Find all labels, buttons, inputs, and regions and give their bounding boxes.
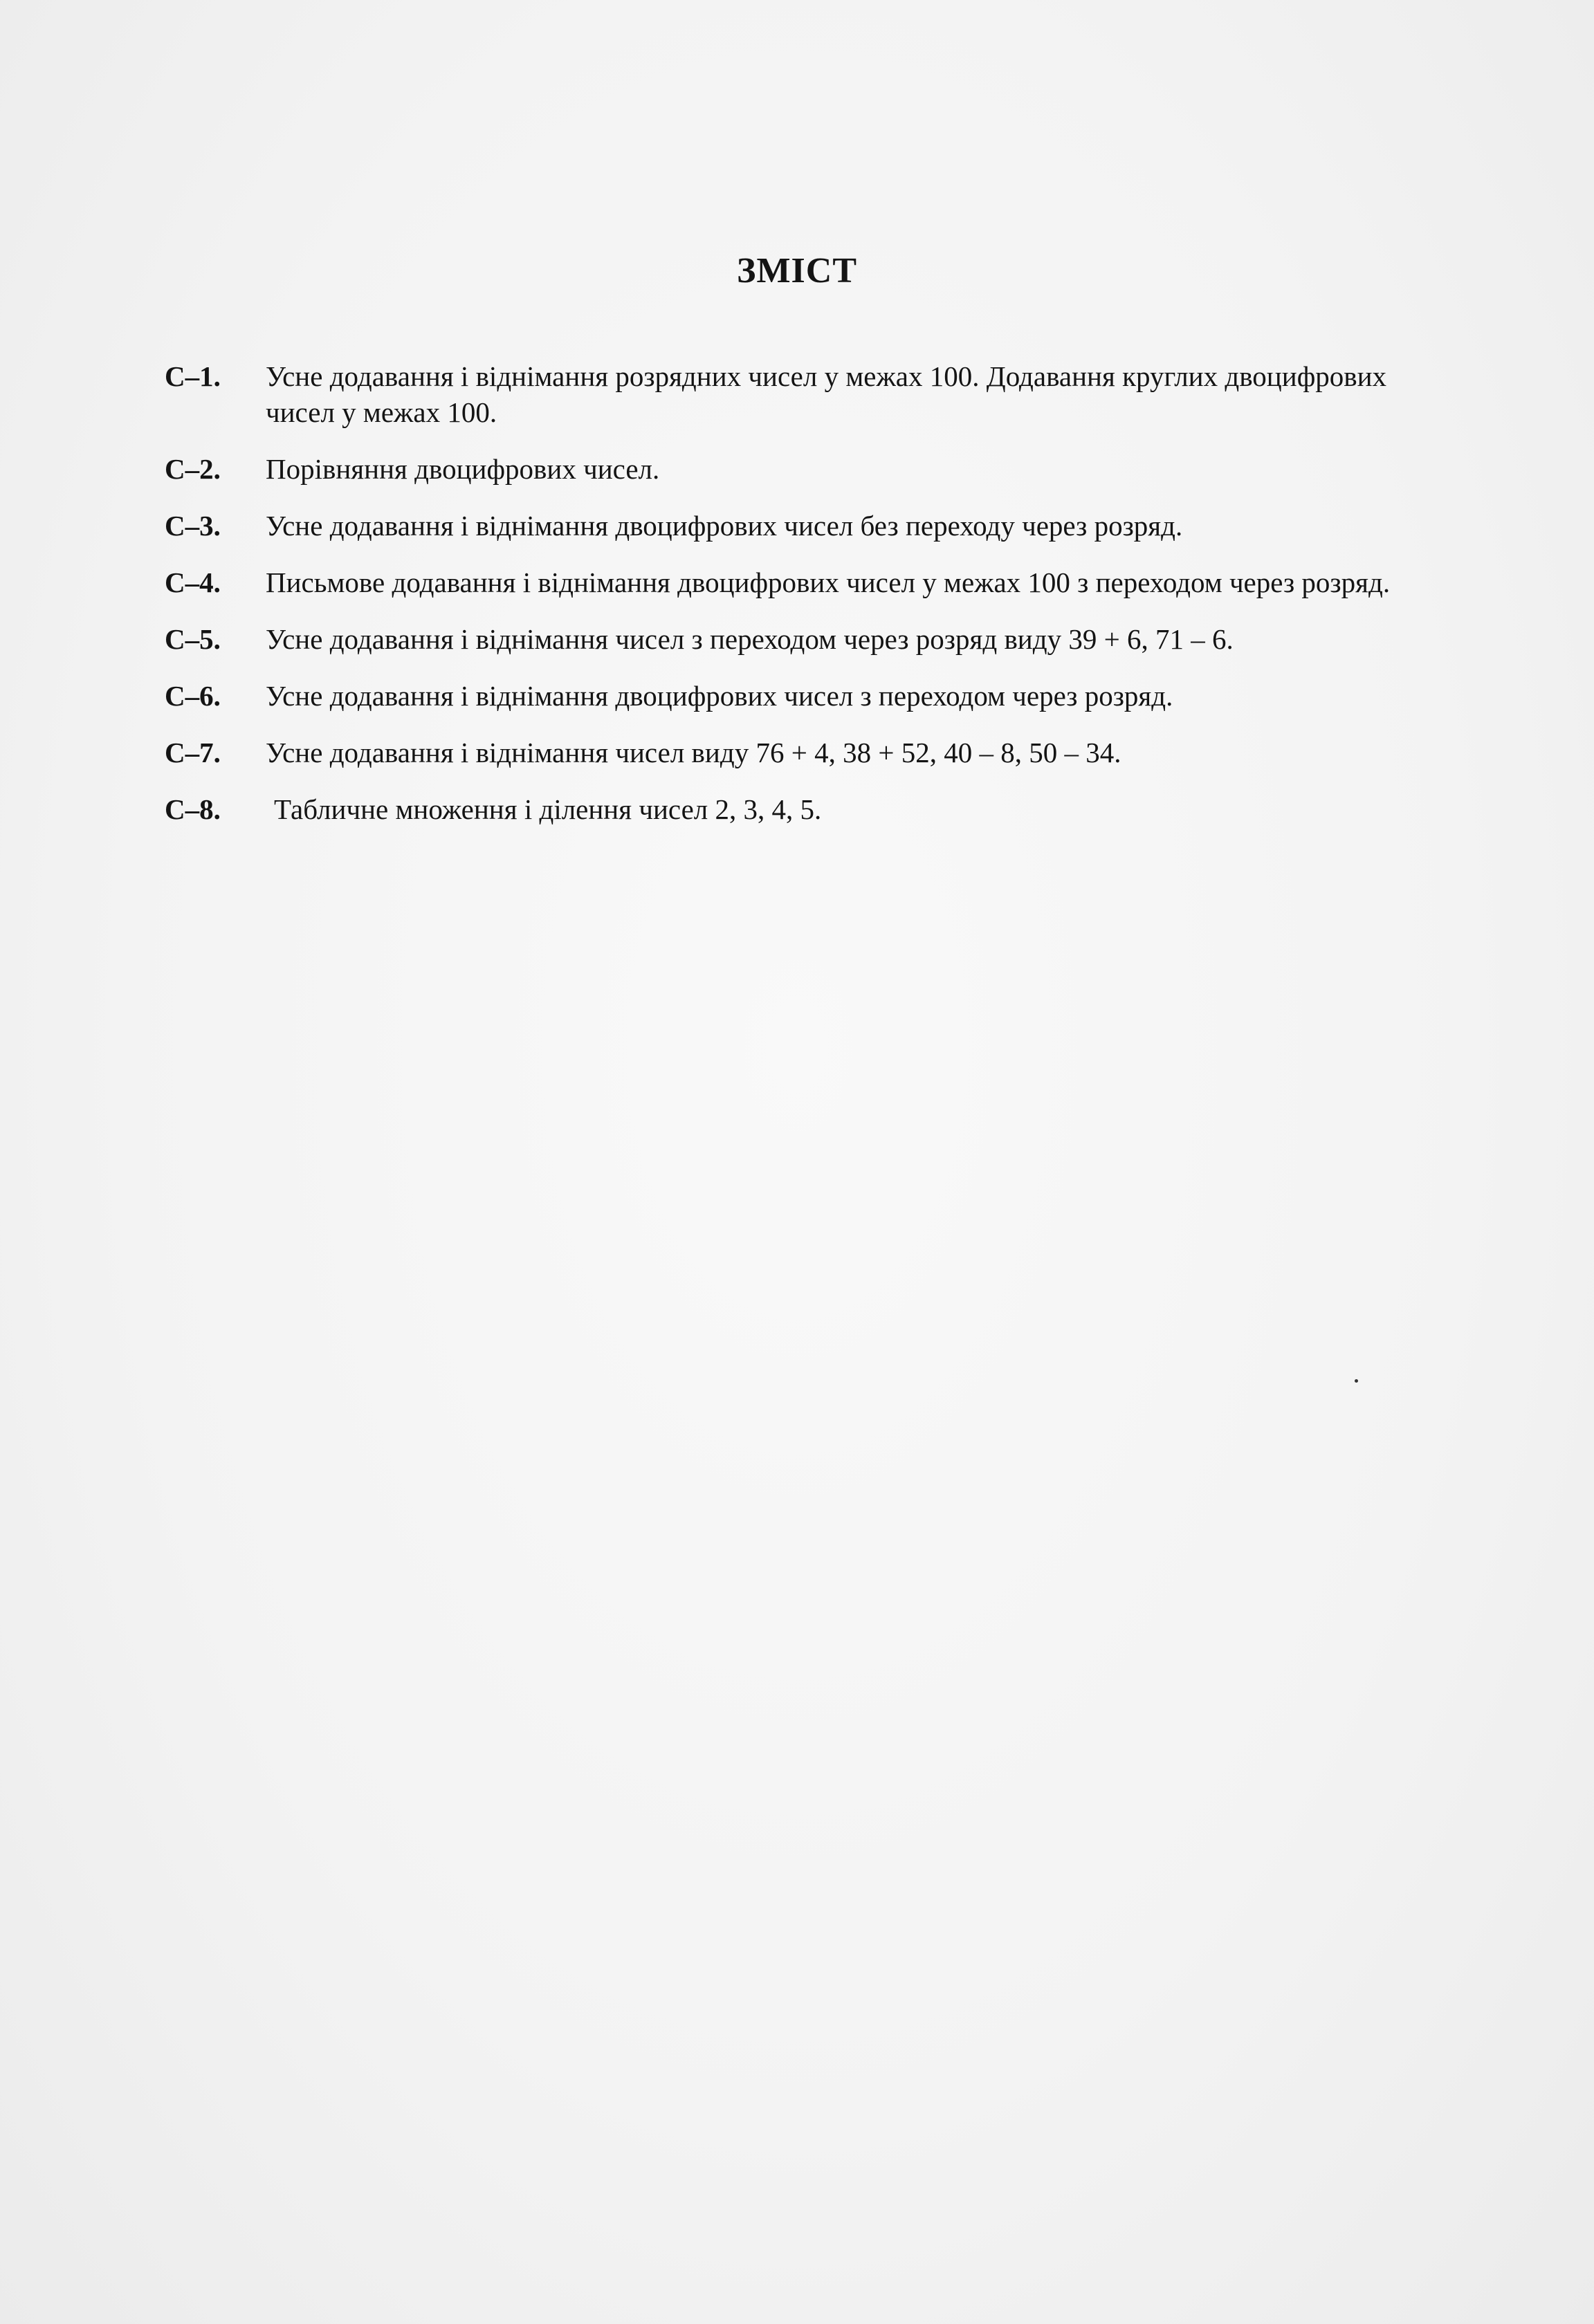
toc-item-text: Усне додавання і віднімання розрядних чисел у межах 100. Додавання круглих двоцифрових чисел у межах 100. (266, 360, 1387, 428)
toc-item (165, 735, 1451, 771)
toc-item-code: С–4. (165, 566, 221, 598)
toc-item-text: Табличне множення і ділення чисел 2, 3, 4, 5. (274, 793, 822, 825)
toc-item-text: Письмове додавання і віднімання двоцифрових чисел у межах 100 з переходом через розряд. (266, 566, 1391, 598)
toc-item-text: Усне додавання і віднімання двоцифрових чисел без переходу через розряд. (266, 510, 1183, 542)
toc-item-text: Усне додавання і віднімання чисел виду 76 + 4, 38 + 52, 40 – 8, 50 – 34. (266, 737, 1121, 768)
toc-item-code: С–6. (165, 680, 221, 712)
page-title: ЗМІСТ (737, 251, 857, 290)
toc-item (165, 508, 1451, 544)
toc-item (165, 791, 1451, 827)
ink-dot (1355, 1379, 1358, 1383)
toc-item-text: Усне додавання і віднімання двоцифрових чисел з переходом через розряд. (266, 680, 1173, 712)
toc-item-text: Порівняння двоцифрових чисел. (266, 453, 660, 485)
toc-item-code: С–8. (165, 793, 221, 825)
toc-item-text: Усне додавання і віднімання чисел з переходом через розряд виду 39 + 6, 71 – 6. (266, 623, 1234, 655)
toc-item (165, 678, 1451, 714)
table-of-contents (165, 358, 1451, 848)
toc-item (165, 451, 1451, 487)
toc-item-code: С–1. (165, 360, 221, 392)
toc-item-code: С–2. (165, 453, 221, 485)
toc-item (165, 358, 1451, 430)
toc-item-code: С–5. (165, 623, 221, 655)
toc-item-code: С–3. (165, 510, 221, 542)
toc-item-code: С–7. (165, 737, 221, 768)
toc-item (165, 621, 1451, 657)
toc-item (165, 564, 1451, 600)
